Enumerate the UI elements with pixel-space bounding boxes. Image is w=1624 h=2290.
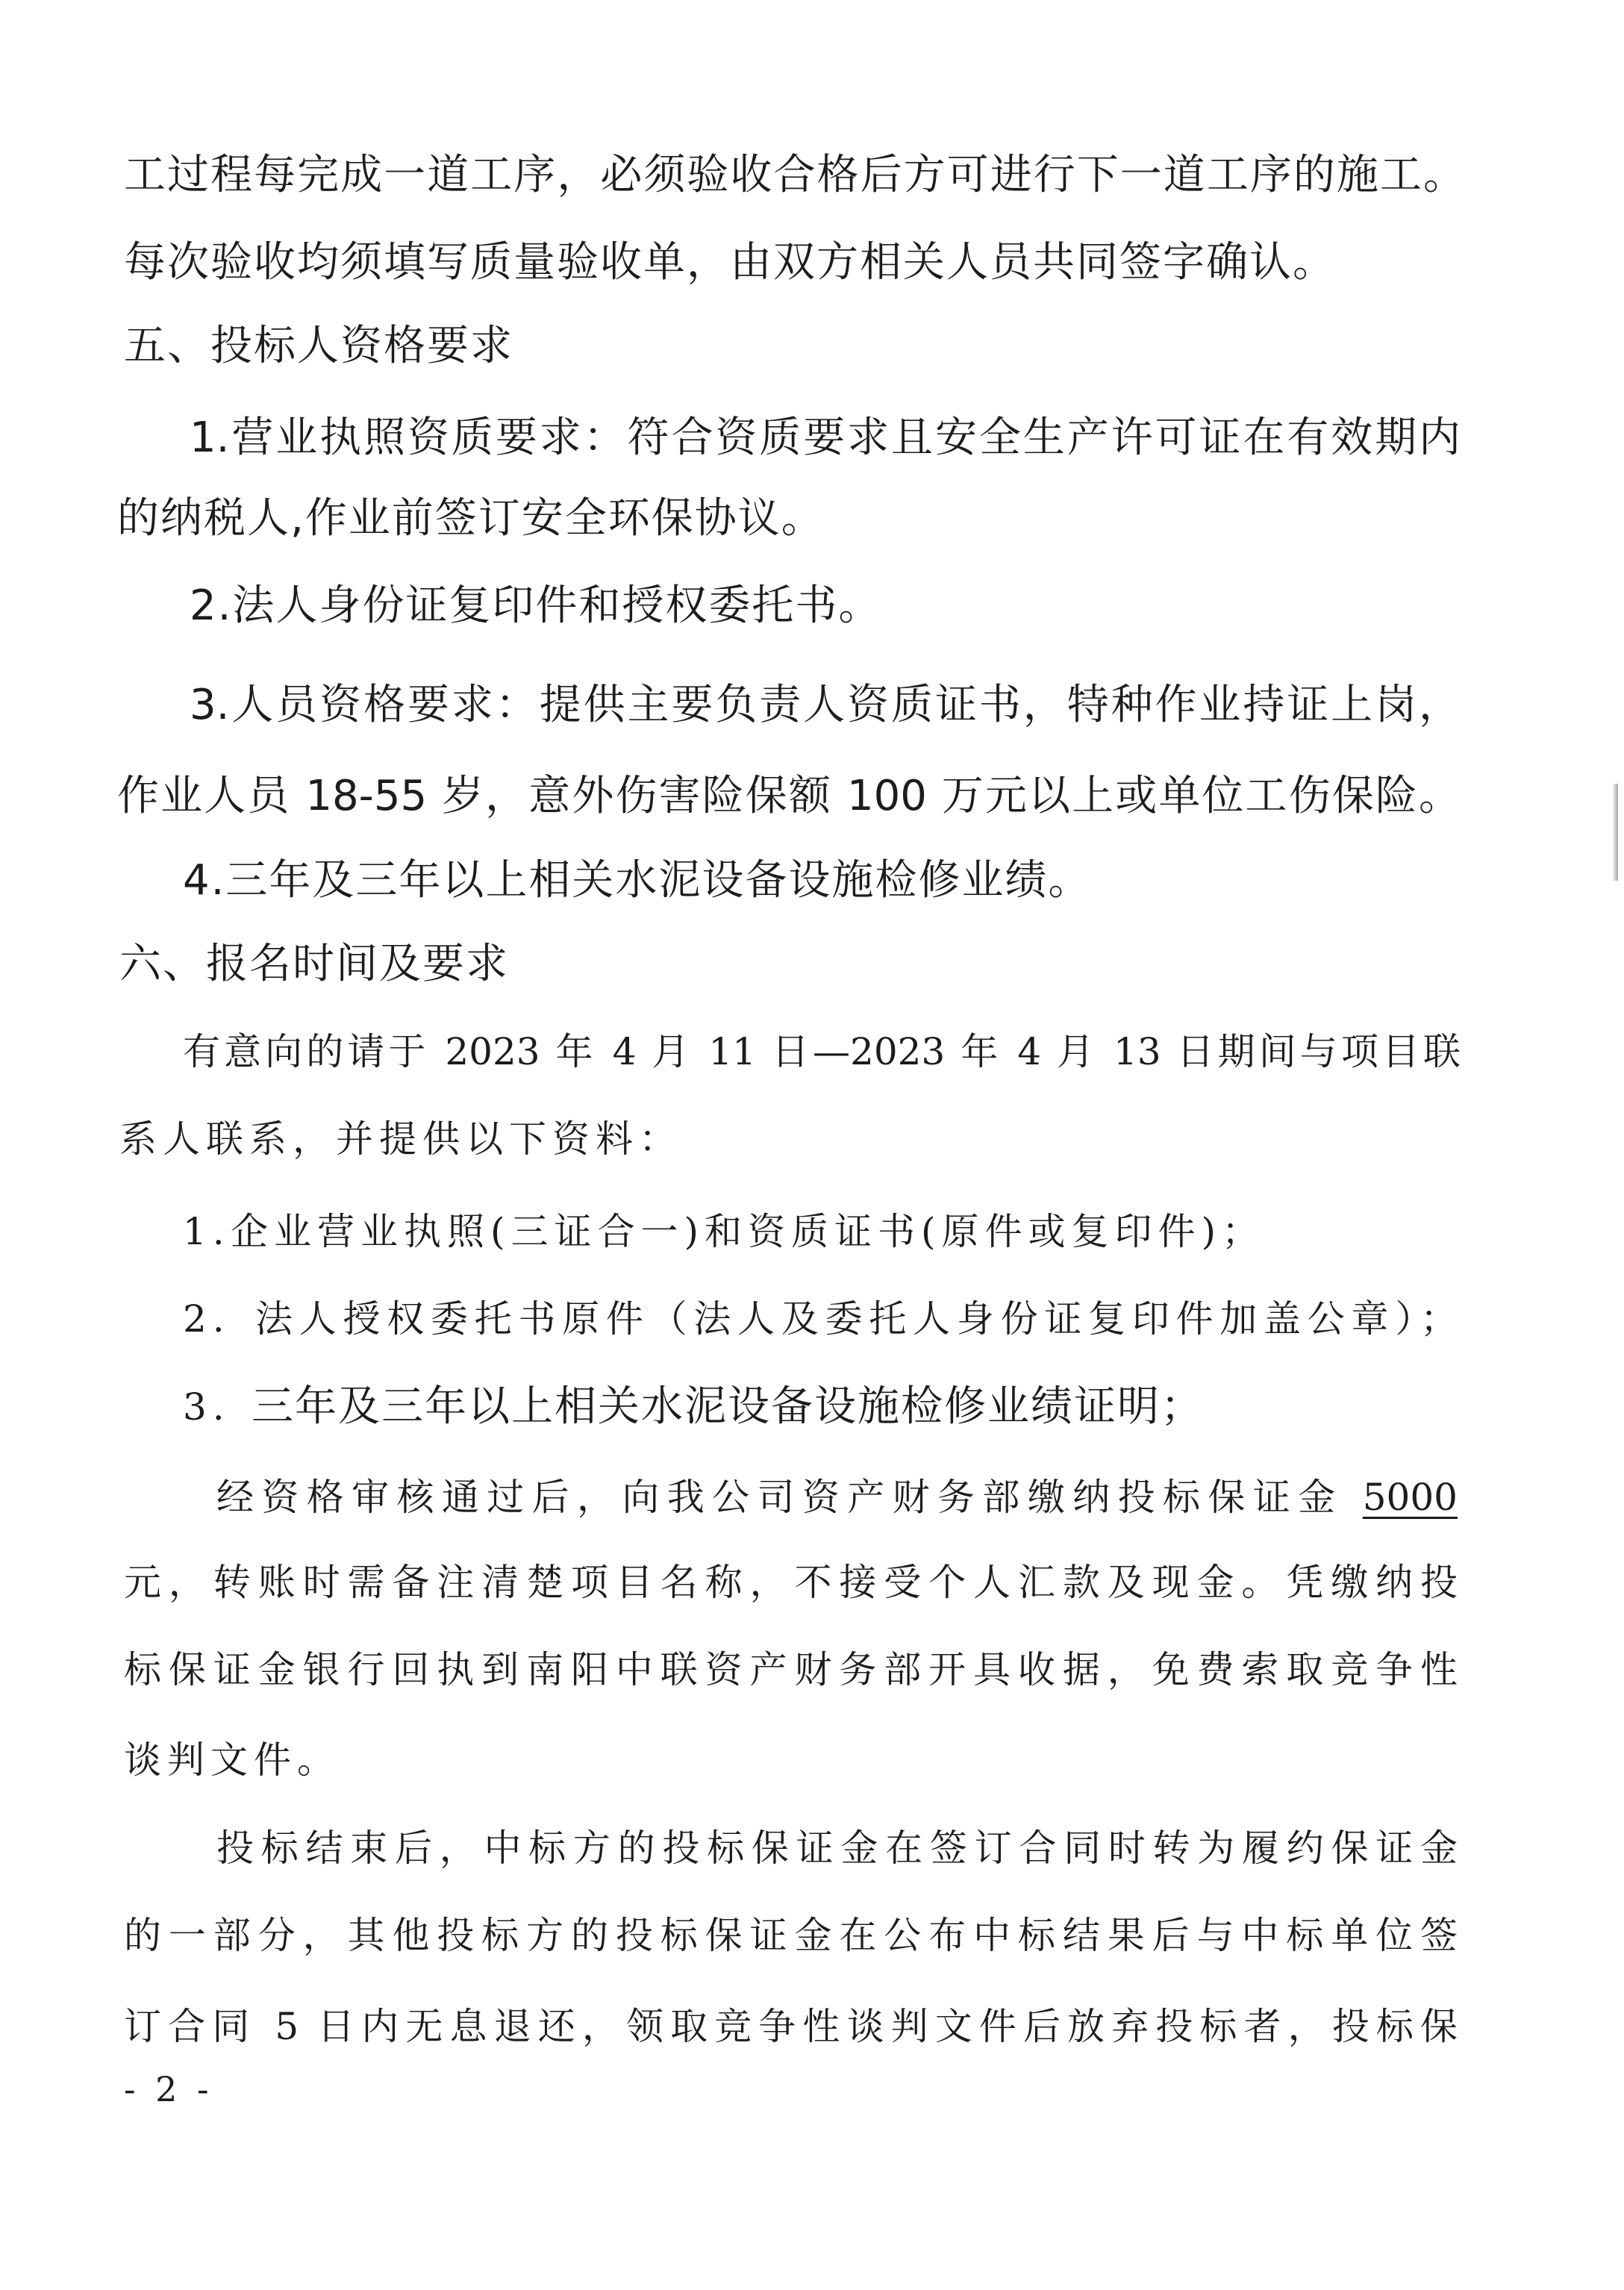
deposit-line: 标保证金银行回执到南阳中联资产财务部开具收据，免费索取竞争性 (124, 1648, 1458, 1691)
scan-edge-mark (1612, 784, 1618, 881)
deposit-line: 元，转账时需备注清楚项目名称，不接受个人汇款及现金。凭缴纳投 (124, 1561, 1458, 1604)
section-heading-registration: 六、报名时间及要求 (119, 940, 509, 988)
registration-intro-line: 有意向的请于 2023 年 4 月 11 日—2023 年 4 月 13 日期间与项目联 (183, 1030, 1461, 1073)
registration-intro-line: 系人联系，并提供以下资料： (119, 1117, 682, 1161)
item-text: 法人授权委托书原件（法人及委托人身份证复印件加盖公章）； (255, 1297, 1458, 1341)
deposit-amount: 5000 (1362, 1476, 1458, 1519)
requirement-line: 4.三年及三年以上相关水泥设备设施检修业绩。 (183, 856, 1092, 905)
item-text: 三年及三年以上相关水泥设备设施检修业绩证明； (252, 1382, 1204, 1431)
item-number: 1. (183, 1210, 231, 1253)
material-item (183, 1295, 1458, 1343)
requirement-line: 作业人员 18-55 岁，意外伤害险保额 100 万元以上或单位工伤保险。 (117, 772, 1461, 820)
refund-line: 订合同 5 日内无息退还，领取竞争性谈判文件后放弃投标者，投标保 (124, 2005, 1458, 2048)
requirement-line: 2.法人身份证复印件和授权委托书。 (190, 581, 882, 630)
section-heading-bidder-qualifications: 五、投标人资格要求 (124, 322, 513, 370)
body-text-line: 每次验收均须填写质量验收单，由双方相关人员共同签字确认。 (124, 238, 1336, 287)
deposit-line (216, 1473, 1458, 1521)
refund-line: 的一部分，其他投标方的投标保证金在公布中标结果后与中标单位签 (124, 1914, 1458, 1957)
refund-line: 投标结束后，中标方的投标保证金在签订合同时转为履约保证金 (216, 1826, 1458, 1870)
material-item (183, 1383, 1204, 1431)
item-number: 2. (183, 1297, 231, 1341)
material-item (183, 1208, 1265, 1255)
deposit-text: 经资格审核通过后，向我公司资产财务部缴纳投标保证金 (216, 1476, 1343, 1519)
item-number: 3. (183, 1385, 231, 1429)
requirement-line: 的纳税人,作业前签订安全环保协议。 (117, 494, 825, 543)
item-text: 企业营业执照(三证合一)和资质证书(原件或复印件)； (231, 1210, 1266, 1253)
requirement-line: 1.营业执照资质要求：符合资质要求且安全生产许可证在有效期内 (190, 414, 1461, 462)
body-text-line: 工过程每完成一道工序，必须验收合格后方可进行下一道工序的施工。 (124, 151, 1465, 199)
requirement-line: 3.人员资格要求：提供主要负责人资质证书，特种作业持证上岗， (190, 681, 1461, 729)
deposit-line: 谈判文件。 (124, 1738, 340, 1782)
page-number: - 2 - (124, 2069, 213, 2109)
